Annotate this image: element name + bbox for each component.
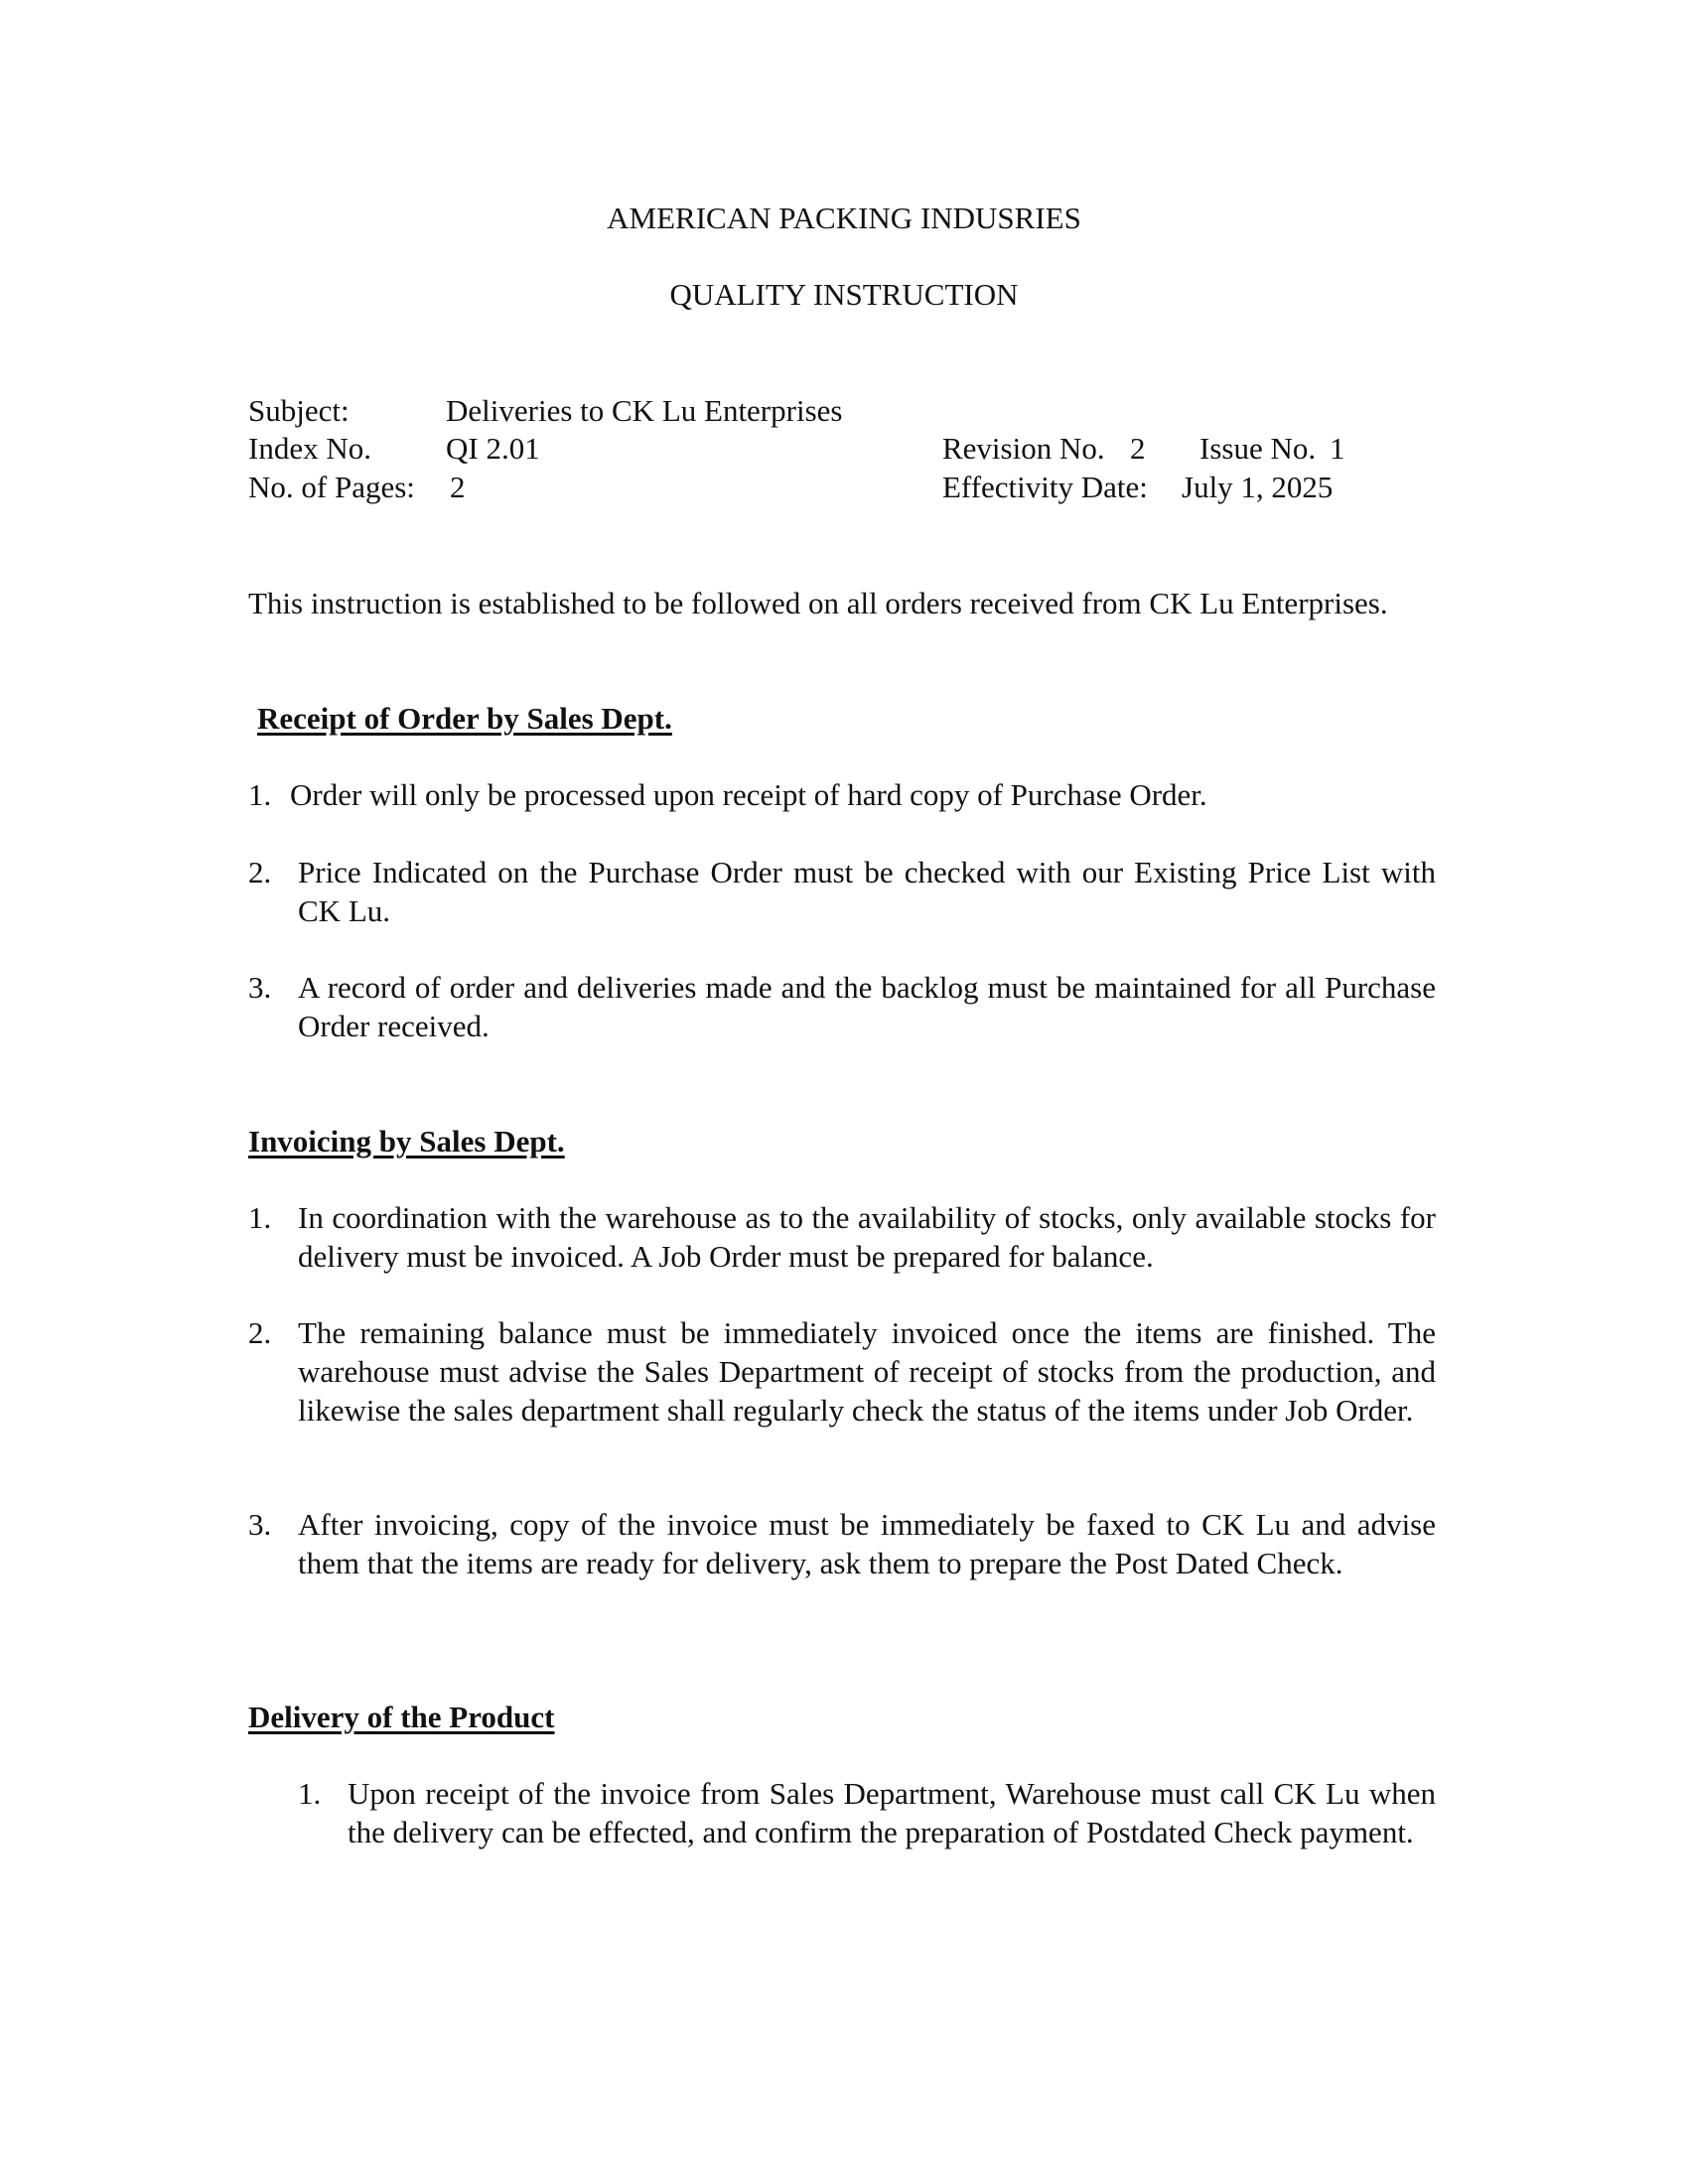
effectivity-label: Effectivity Date: bbox=[942, 470, 1148, 504]
subject-value: Deliveries to CK Lu Enterprises bbox=[446, 393, 843, 428]
list-item-number: 1. bbox=[248, 1200, 272, 1235]
list-item-number: 2. bbox=[248, 1315, 272, 1350]
list-item-number: 3. bbox=[248, 970, 272, 1005]
revision-label: Revision No. bbox=[942, 431, 1105, 466]
subject-label: Subject: bbox=[248, 393, 350, 428]
revision-value: 2 bbox=[1130, 431, 1146, 466]
list-item-number: 3. bbox=[248, 1507, 272, 1542]
list-item-text: In coordination with the warehouse as to the availability of stocks, only available stocks for delivery must be invoiced. A Job Order must be prepared for balance. bbox=[298, 1200, 1436, 1274]
issue-label: Issue No. bbox=[1199, 431, 1317, 466]
effectivity-value: July 1, 2025 bbox=[1182, 470, 1334, 504]
index-label: Index No. bbox=[248, 431, 371, 466]
document-type: QUALITY INSTRUCTION bbox=[669, 277, 1019, 312]
pages-value: 2 bbox=[450, 470, 466, 504]
section-heading-delivery: Delivery of the Product bbox=[248, 1700, 555, 1734]
pages-label: No. of Pages: bbox=[248, 470, 415, 504]
issue-value: 1 bbox=[1330, 431, 1345, 466]
list-item-text: Order will only be processed upon receipt of hard copy of Purchase Order. bbox=[290, 777, 1207, 812]
intro-paragraph: This instruction is established to be followed on all orders received from CK Lu Enterprises. bbox=[248, 586, 1388, 620]
index-value: QI 2.01 bbox=[446, 431, 540, 466]
list-item-text: Upon receipt of the invoice from Sales Department, Warehouse must call CK Lu when the delivery can be effected, and confirm the preparation of Postdated Check payment. bbox=[348, 1776, 1436, 1849]
section-heading-receipt-of-order: Receipt of Order by Sales Dept. bbox=[257, 701, 672, 736]
section-heading-invoicing: Invoicing by Sales Dept. bbox=[248, 1124, 565, 1159]
list-item-text: After invoicing, copy of the invoice must be immediately be faxed to CK Lu and advise them that the items are ready for delivery, ask them to prepare the Post Dated Check. bbox=[298, 1507, 1436, 1580]
list-item-text: The remaining balance must be immediately invoiced once the items are finished. The warehouse must advise the Sales Department of receipt of stocks from the production, and likewise the sales department shall regularly check the status of the items under Job Order. bbox=[298, 1315, 1436, 1428]
list-item-number: 1. bbox=[298, 1776, 322, 1811]
list-item-text: A record of order and deliveries made and the backlog must be maintained for all Purchase Order received. bbox=[298, 970, 1436, 1043]
list-item-number: 1. bbox=[248, 777, 272, 812]
list-item-number: 2. bbox=[248, 855, 272, 889]
company-name: AMERICAN PACKING INDUSRIES bbox=[607, 201, 1081, 235]
list-item-text: Price Indicated on the Purchase Order must be checked with our Existing Price List with CK Lu. bbox=[298, 855, 1436, 928]
